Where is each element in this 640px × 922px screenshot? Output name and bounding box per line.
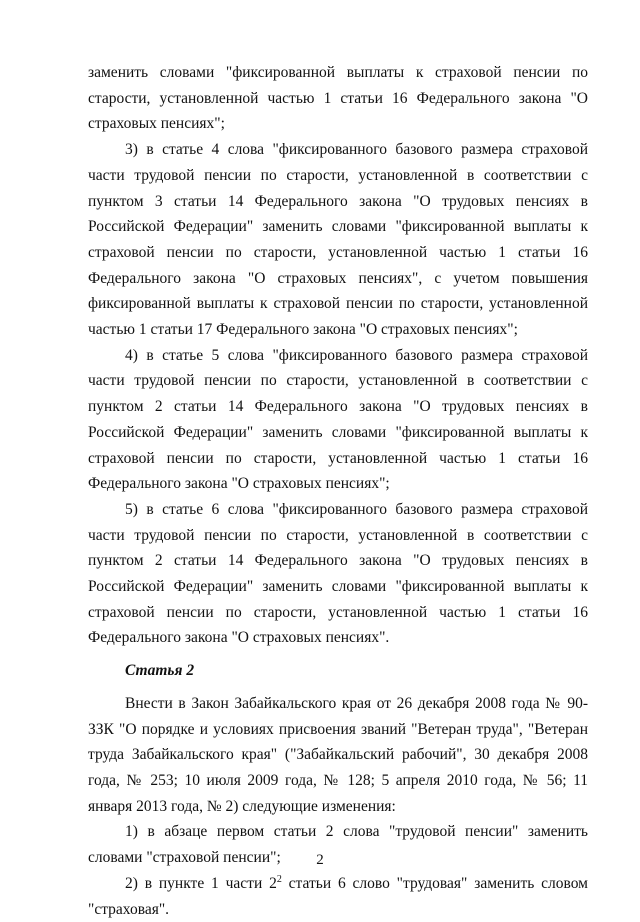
paragraph-item-4: 4) в статье 5 слова "фиксированного базового размера страховой части трудовой пенсии по старости, установленной в соответствии с пунктом 2 статьи 14 Федерального закона "О трудовых пенсиях в Российской Федерации" заменить словами "фиксированной выплаты к страховой пенсии по старости, установленной частью 1 статьи 16 Федерального закона "О страховых пенсиях";: [88, 346, 588, 493]
article-heading: Статья 2: [125, 662, 195, 680]
article-item-2-text-end: статьи 6 слово "трудовая" заменить словом "страховая".: [88, 874, 588, 918]
paragraph-item-5: 5) в статье 6 слова "фиксированного базового размера страховой части трудовой пенсии по старости, установленной в соответствии с пунктом 2 статьи 14 Федерального закона "О трудовых пенсиях в Российской Федерации" заменить словами "фиксированной выплаты к страховой пенсии по старости, установленной частью 1 статьи 16 Федерального закона "О страховых пенсиях".: [88, 500, 588, 647]
document-body: [88, 60, 588, 922]
superscript-number: 2: [276, 873, 282, 885]
article-item-2: [88, 871, 588, 922]
article-item-1: 1) в абзаце первом статьи 2 слова "трудовой пенсии" заменить словами "страховой пенсии";: [88, 823, 588, 867]
page-number: 2: [316, 852, 324, 868]
article-intro-paragraph: Внести в Закон Забайкальского края от 26 декабря 2008 года № 90-ЗЗК "О порядке и условиях присвоения званий "Ветеран труда", "Ветеран труда Забайкальского края" ("Забайкальский рабочий", 30 декабря 2008 года, № 253; 10 июля 2009 года, № 128; 5 апреля 2010 года, № 56; 11 января 2013 года, № 2) следующие изменения:: [88, 694, 588, 815]
paragraph-continuation: заменить словами "фиксированной выплаты к страховой пенсии по старости, установленной частью 1 статьи 16 Федерального закона "О страховых пенсиях";: [88, 64, 588, 133]
paragraph-item-3: 3) в статье 4 слова "фиксированного базового размера страховой части трудовой пенсии по старости, установленной в соответствии с пунктом 3 статьи 14 Федерального закона "О трудовых пенсиях в Российской Федерации" заменить словами "фиксированной выплаты к страховой пенсии по старости, установленной частью 1 статьи 16 Федерального закона "О страховых пенсиях", с учетом повышения фиксированной выплаты к страховой пенсии по старости, установленной частью 1 статьи 17 Федерального закона "О страховых пенсиях";: [88, 141, 588, 339]
article-item-2-text-start: 2) в пункте 1 части 2: [125, 874, 277, 892]
